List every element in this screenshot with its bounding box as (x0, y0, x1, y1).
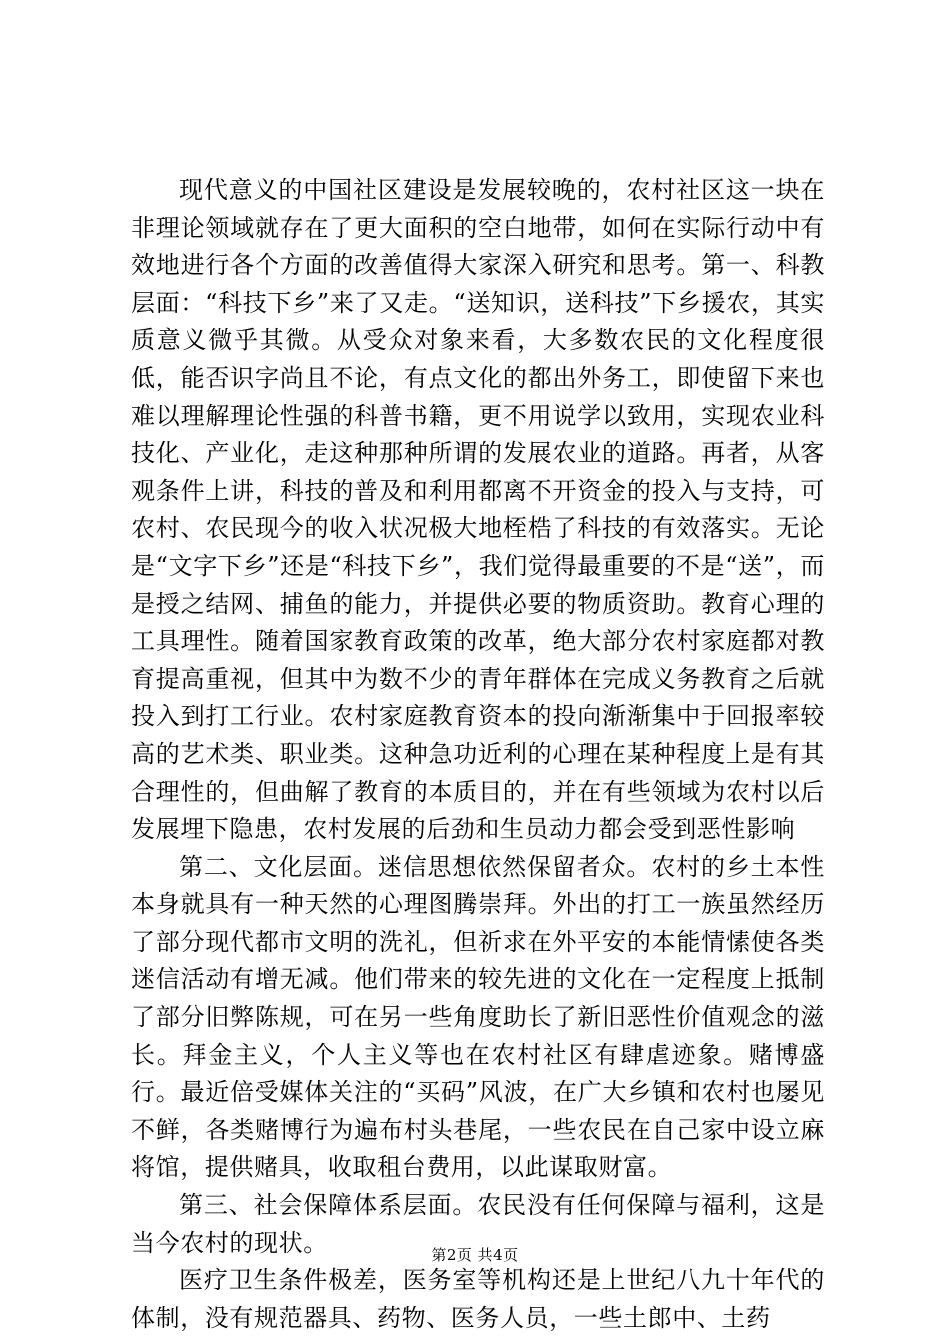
document-body (131, 172, 825, 1337)
page-footer: 第2页 共4页 (431, 1246, 519, 1264)
paragraph-1: 现代意义的中国社区建设是发展较晚的，农村社区这一块在非理论领域就存在了更大面积的空白地带，如何在实际行动中有效地进行各个方面的改善值得大家深入研究和思考。第一、科教层面：“科技下乡”来了又走。“送知识，送科技”下乡援农，其实质意义微乎其微。从受众对象来看，大多数农民的文化程度很低，能否识字尚且不论，有点文化的都出外务工，即使留下来也难以理解理论性强的科普书籍，更不用说学以致用，实现农业科技化、产业化，走这种那种所谓的发展农业的道路。再者，从客观条件上讲，科技的普及和利用都离不开资金的投入与支持，可农村、农民现今的收入状况极大地桎梏了科技的有效落实。无论是“文字下乡”还是“科技下乡”，我们觉得最重要的不是“送”，而是授之结网、捕鱼的能力，并提供必要的物质资助。教育心理的工具理性。随着国家教育政策的改革，绝大部分农村家庭都对教育提高重视，但其中为数不少的青年群体在完成义务教育之后就投入到打工行业。农村家庭教育资本的投向渐渐集中于回报率较高的艺术类、职业类。这种急功近利的心理在某种程度上是有其合理性的，但曲解了教育的本质目的，并在有些领域为农村以后发展埋下隐患，农村发展的后劲和生员动力都会受到恶性影响 (131, 176, 825, 844)
paragraph-2: 第二、文化层面。迷信思想依然保留者众。农村的乡土本性本身就具有一种天然的心理图腾崇拜。外出的打工一族虽然经历了部分现代都市文明的洗礼，但祈求在外平安的本能情愫使各类迷信活动有增无减。他们带来的较先进的文化在一定程度上抵制了部分旧弊陈规，可在另一些角度助长了新旧恶性价值观念的滋长。拜金主义，个人主义等也在农村社区有肆虐迹象。赌博盛行。最近倍受媒体关注的“买码”风波，在广大乡镇和农村也屡见不鲜，各类赌博行为遍布村头巷尾，一些农民在自己家中设立麻将馆，提供赌具，收取租台费用，以此谋取财富。 (131, 852, 825, 1182)
paragraph-4: 医疗卫生条件极差，医务室等机构还是上世纪八九十年代的体制，没有规范器具、药物、医务人员，一些土郎中、土药 (131, 1266, 825, 1332)
paragraph-3: 第三、社会保障体系层面。农民没有任何保障与福利，这是当今农村的现状。 (131, 1191, 825, 1257)
